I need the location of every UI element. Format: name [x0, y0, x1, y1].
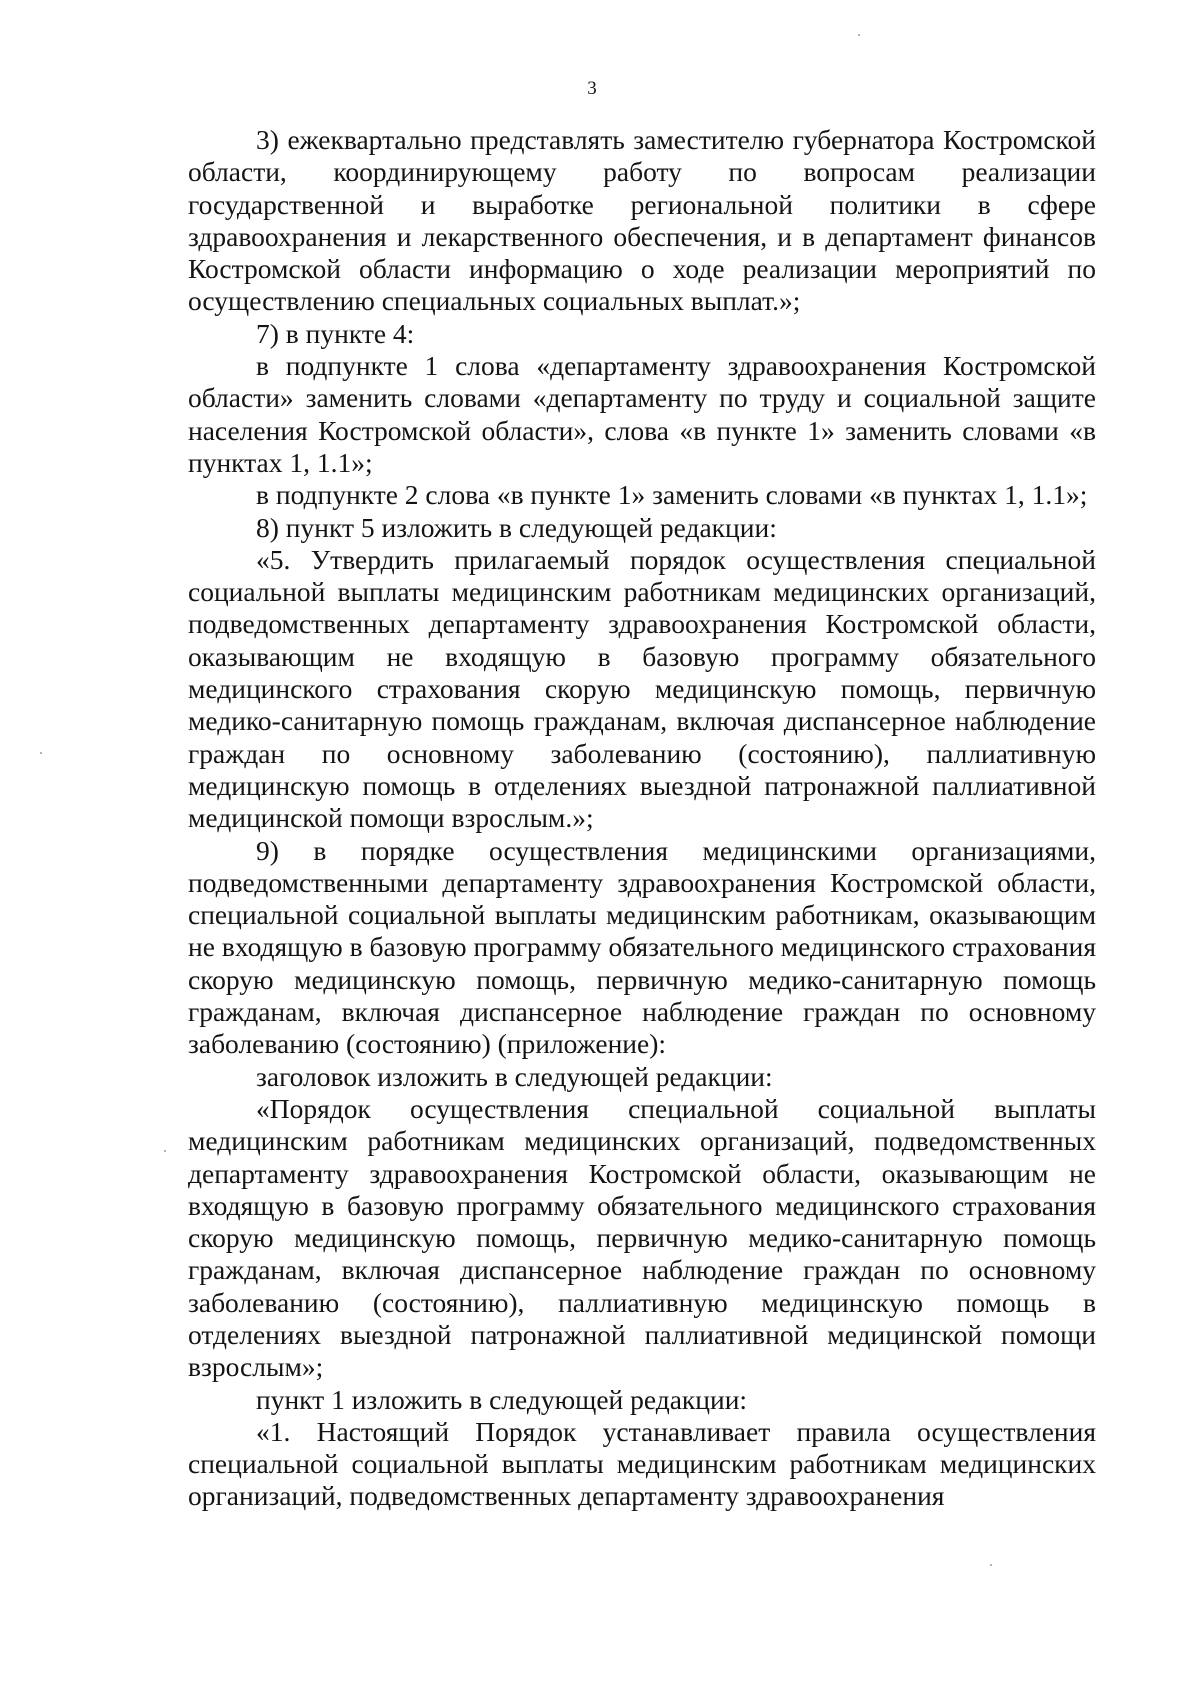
paragraph-subitem-1-replacement: в подпункте 1 слова «департаменту здравоохранения Костромской области» заменить словами «департаменту по труду и социальной защите населения Костромской области», слова «в пункте 1» заменить словами «в пунктах 1, 1.1»; [188, 350, 1096, 478]
document-body [188, 124, 1096, 1513]
scan-speck [858, 34, 860, 36]
paragraph-item-8-heading: 8) пункт 5 изложить в следующей редакции: [256, 511, 777, 543]
paragraph-item-3-reporting: 3) ежеквартально представлять заместителю губернатора Костромской области, координирующему работу по вопросам реализации государственной и выработке региональной политики в сфере здравоохранения и лекарственного обеспечения, и в департамент финансов Костромской области информацию о ходе реализации мероприятий по осуществлению специальных социальных выплат.»; [188, 124, 1096, 317]
page-number: 3 [587, 78, 597, 99]
paragraph-subitem-2-replacement: в подпункте 2 слова «в пункте 1» заменить словами «в пунктах 1, 1.1»; [256, 479, 1088, 511]
paragraph-item-7-heading: 7) в пункте 4: [256, 317, 415, 349]
scan-speck [40, 752, 42, 754]
paragraph-title-instruction: заголовок изложить в следующей редакции: [256, 1060, 773, 1092]
paragraph-point-5-text: «5. Утвердить прилагаемый порядок осуществления специальной социальной выплаты медицинским работникам медицинских организаций, подведомственных департаменту здравоохранения Костромской области, оказывающим не входящую в базовую программу обязательного медицинского страхования скорую медицинскую помощь, первичную медико-санитарную помощь гражданам, включая диспансерное наблюдение граждан по основному заболеванию (состоянию), паллиативную медицинскую помощь в отделениях выездной патронажной паллиативной медицинской помощи взрослым.»; [188, 543, 1096, 834]
paragraph-item-9-heading: 9) в порядке осуществления медицинскими организациями, подведомственными департаменту здравоохранения Костромской области, специальной социальной выплаты медицинским работникам, оказывающим не входящую в базовую программу обязательного медицинского страхования скорую медицинскую помощь, первичную медико-санитарную помощь гражданам, включая диспансерное наблюдение граждан по основному заболеванию (состоянию) (приложение): [188, 834, 1096, 1060]
paragraph-point-1-text: «1. Настоящий Порядок устанавливает правила осуществления специальной социальной выплаты медицинским работникам медицинских организаций, подведомственных департаменту здравоохранения [188, 1415, 1096, 1512]
paragraph-point-1-instruction: пункт 1 изложить в следующей редакции: [256, 1383, 748, 1415]
scan-speck [990, 1564, 992, 1566]
scan-speck [164, 1150, 166, 1152]
paragraph-procedure-title: «Порядок осуществления специальной социальной выплаты медицинским работникам медицинских организаций, подведомственных департаменту здравоохранения Костромской области, оказывающим не входящую в базовую программу обязательного медицинского страхования скорую медицинскую помощь, первичную медико-санитарную помощь гражданам, включая диспансерное наблюдение граждан по основному заболеванию (состоянию), паллиативную медицинскую помощь в отделениях выездной патронажной паллиативной медицинской помощи взрослым»; [188, 1092, 1096, 1383]
